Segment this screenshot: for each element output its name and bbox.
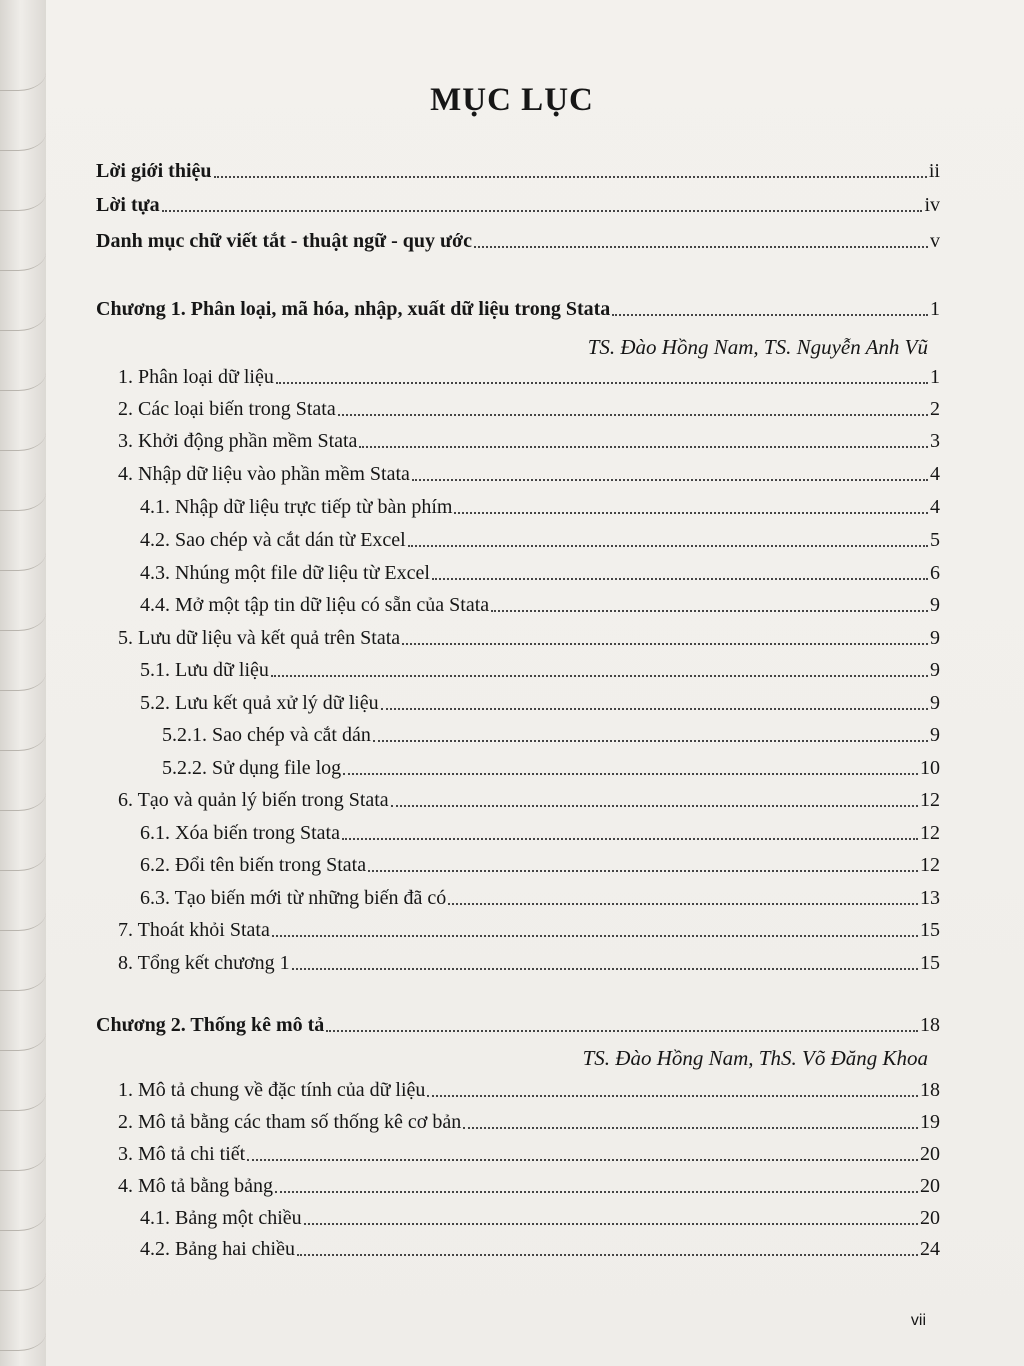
toc-entry-introduction[interactable] — [96, 158, 940, 184]
toc-entry-page: 5 — [930, 529, 940, 551]
toc-entry-label: 3. Mô tả chi tiết — [118, 1143, 246, 1165]
toc-entry[interactable] — [140, 885, 940, 911]
toc-entry-page: 13 — [920, 887, 940, 909]
dot-leader — [491, 610, 928, 612]
dot-leader — [412, 479, 928, 481]
dot-leader — [391, 805, 918, 807]
toc-entry-label: Danh mục chữ viết tắt - thuật ngữ - quy ước — [96, 230, 472, 252]
toc-entry-label: 3. Khởi động phần mềm Stata — [118, 430, 358, 452]
toc-entry-preface[interactable] — [96, 192, 940, 218]
dot-leader — [297, 1254, 918, 1256]
toc-entry-page: 10 — [920, 757, 940, 779]
dot-leader — [612, 314, 928, 316]
toc-entry[interactable] — [118, 917, 940, 943]
chapter-heading-page: 18 — [920, 1014, 940, 1036]
toc-entry-label: 4. Nhập dữ liệu vào phần mềm Stata — [118, 463, 410, 485]
dot-leader — [427, 1095, 918, 1097]
toc-entry-label: 5.1. Lưu dữ liệu — [140, 659, 269, 681]
toc-entry-page: 12 — [920, 789, 940, 811]
toc-entry-page: 6 — [930, 562, 940, 584]
toc-entry[interactable] — [140, 527, 940, 553]
toc-entry[interactable] — [162, 755, 940, 781]
toc-entry[interactable] — [162, 722, 940, 748]
chapter-heading-label: Chương 1. Phân loại, mã hóa, nhập, xuất dữ liệu trong Stata — [96, 298, 611, 320]
toc-entry[interactable] — [140, 592, 940, 618]
dot-leader — [463, 1127, 918, 1129]
toc-entry[interactable] — [118, 1077, 940, 1103]
toc-entry[interactable] — [118, 1109, 940, 1135]
chapter-authors: TS. Đào Hồng Nam, ThS. Võ Đăng Khoa — [582, 1046, 928, 1070]
toc-entry-label: 1. Mô tả chung về đặc tính của dữ liệu — [118, 1079, 426, 1101]
dot-leader — [343, 773, 918, 775]
toc-entry[interactable] — [140, 1205, 940, 1231]
dot-leader — [359, 446, 928, 448]
dot-leader — [338, 414, 928, 416]
toc-entry[interactable] — [118, 625, 940, 651]
dot-leader — [247, 1159, 918, 1161]
toc-entry-page: iv — [924, 194, 940, 216]
page-number: vii — [910, 1312, 926, 1329]
chapter-authors: TS. Đào Hồng Nam, TS. Nguyễn Anh Vũ — [587, 335, 928, 359]
toc-entry-label: 4.1. Nhập dữ liệu trực tiếp từ bàn phím — [140, 496, 453, 518]
toc-entry-label: 4.3. Nhúng một file dữ liệu từ Excel — [140, 562, 430, 584]
toc-entry-label: 6.1. Xóa biến trong Stata — [140, 822, 340, 844]
toc-entry-label: 4.2. Sao chép và cắt dán từ Excel — [140, 529, 406, 551]
toc-entry[interactable] — [140, 1236, 940, 1262]
dot-leader — [292, 968, 918, 970]
toc-entry-page: 20 — [920, 1175, 940, 1197]
toc-entry-label: 2. Các loại biến trong Stata — [118, 398, 336, 420]
toc-entry-page: 3 — [930, 430, 940, 452]
chapter-heading-1[interactable] — [96, 296, 940, 322]
toc-entry-page: 18 — [920, 1079, 940, 1101]
toc-entry[interactable] — [118, 364, 940, 390]
toc-entry-page: 2 — [930, 398, 940, 420]
toc-entry-label: 6. Tạo và quản lý biến trong Stata — [118, 789, 389, 811]
toc-entry-label: 2. Mô tả bằng các tham số thống kê cơ bản — [118, 1111, 462, 1133]
toc-entry[interactable] — [118, 950, 940, 976]
toc-entry-page: 20 — [920, 1207, 940, 1229]
toc-entry[interactable] — [140, 560, 940, 586]
toc-entry-page: 12 — [920, 822, 940, 844]
toc-entry[interactable] — [140, 657, 940, 683]
toc-entry[interactable] — [118, 461, 940, 487]
toc-entry-page: 9 — [930, 659, 940, 681]
toc-entry-page: 19 — [920, 1111, 940, 1133]
dot-leader — [326, 1030, 918, 1032]
toc-entry-label: 5.2.1. Sao chép và cắt dán — [162, 724, 371, 746]
toc-entry-page: ii — [928, 160, 940, 182]
dot-leader — [454, 512, 928, 514]
toc-entry-page: 9 — [930, 594, 940, 616]
toc-entry-page: 1 — [930, 366, 940, 388]
toc-entry[interactable] — [140, 494, 940, 520]
dot-leader — [432, 578, 928, 580]
toc-entry[interactable] — [118, 787, 940, 813]
dot-leader — [448, 903, 918, 905]
dot-leader — [162, 210, 923, 212]
toc-entry[interactable] — [118, 396, 940, 422]
toc-entry-label: 1. Phân loại dữ liệu — [118, 366, 274, 388]
dot-leader — [373, 740, 928, 742]
toc-entry-page: v — [930, 230, 940, 252]
toc-entry-label: Lời giới thiệu — [96, 160, 212, 182]
toc-entry[interactable] — [118, 1173, 940, 1199]
toc-entry-page: 9 — [930, 724, 940, 746]
toc-entry-page: 12 — [920, 854, 940, 876]
toc-entry-label: 5.2. Lưu kết quả xử lý dữ liệu — [140, 692, 379, 714]
toc-entry-label: 4.2. Bảng hai chiều — [140, 1238, 295, 1260]
toc-entry-page: 4 — [930, 463, 940, 485]
dot-leader — [271, 675, 928, 677]
dot-leader — [276, 382, 928, 384]
toc-entry-page: 4 — [930, 496, 940, 518]
toc-entry-label: 4.1. Bảng một chiều — [140, 1207, 302, 1229]
toc-entry-page: 9 — [930, 692, 940, 714]
chapter-heading-page: 1 — [930, 298, 940, 320]
page-title: MỤC LỤC — [430, 82, 594, 118]
toc-entry-page: 20 — [920, 1143, 940, 1165]
dot-leader — [381, 708, 928, 710]
toc-entry[interactable] — [140, 690, 940, 716]
toc-entry-abbreviations[interactable] — [96, 228, 940, 254]
dot-leader — [402, 643, 928, 645]
dot-leader — [214, 176, 927, 178]
chapter-heading-label: Chương 2. Thống kê mô tả — [96, 1014, 325, 1036]
toc-entry-label: 5. Lưu dữ liệu và kết quả trên Stata — [118, 627, 401, 649]
toc-entry-label: 4. Mô tả bằng bảng — [118, 1175, 273, 1197]
dot-leader — [304, 1223, 918, 1225]
toc-entry-label: 6.2. Đổi tên biến trong Stata — [140, 854, 367, 876]
toc-entry-label: 5.2.2. Sử dụng file log — [162, 757, 342, 779]
toc-entry-label: 7. Thoát khỏi Stata — [118, 919, 270, 941]
toc-entry-label: Lời tựa — [96, 194, 160, 216]
toc-entry[interactable] — [140, 820, 940, 846]
toc-entry[interactable] — [140, 852, 940, 878]
dot-leader — [474, 246, 928, 248]
toc-entry-page: 15 — [920, 952, 940, 974]
toc-entry-page: 24 — [920, 1238, 940, 1260]
dot-leader — [275, 1191, 918, 1193]
dot-leader — [272, 935, 918, 937]
toc-entry-label: 8. Tổng kết chương 1 — [118, 952, 290, 974]
dot-leader — [408, 545, 928, 547]
toc-entry-page: 15 — [920, 919, 940, 941]
toc-entry-page: 9 — [930, 627, 940, 649]
toc-entry-label: 4.4. Mở một tập tin dữ liệu có sẵn của Stata — [140, 594, 490, 616]
dot-leader — [368, 870, 918, 872]
chapter-heading-2[interactable] — [96, 1012, 940, 1038]
toc-entry[interactable] — [118, 1141, 940, 1167]
dot-leader — [342, 838, 918, 840]
toc-entry-label: 6.3. Tạo biến mới từ những biến đã có — [140, 887, 447, 909]
toc-entry[interactable] — [118, 428, 940, 454]
